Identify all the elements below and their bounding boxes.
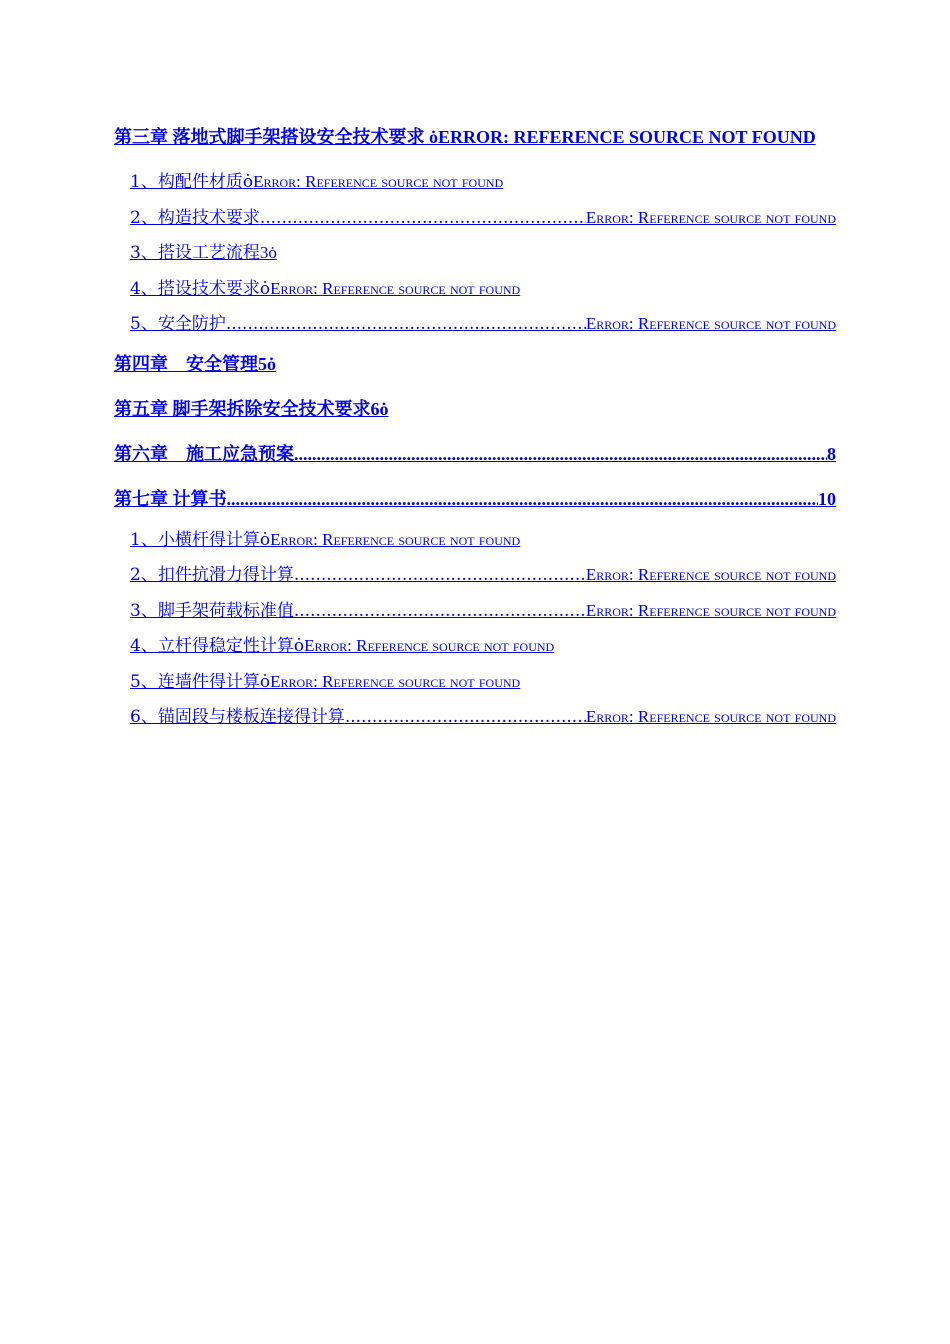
toc-leader [294,594,586,629]
toc-section-label: 6、锚固段与楼板连接得计算 [130,707,345,727]
toc-section-3-5[interactable] [130,306,836,342]
toc-section-page: Error: Reference source not found [304,636,555,655]
toc-section-page: Error: Reference source not found [585,565,836,584]
toc-section-3-1[interactable] [130,164,836,200]
toc-section-3-2[interactable] [130,200,836,236]
toc-section-3-3[interactable] [130,235,836,271]
toc-chapter-7-title: 第七章 计算书 [114,488,227,509]
toc-section-label: 2、扣件抗滑力得计算 [130,565,294,585]
toc-section-sep: ȯ [259,529,271,550]
toc-section-page: Error: Reference source not found [270,529,521,549]
toc-section-3-4[interactable] [130,271,836,307]
toc-section-page: Error: Reference source not found [585,707,836,726]
toc-section-page: Error: Reference source not found [585,600,836,620]
toc-section-label: 4、搭设技术要求 [130,278,260,299]
toc-leader [226,307,586,342]
toc-section-7-4[interactable] [130,628,836,664]
toc-chapter-3-title: 第三章 落地式脚手架搭设安全技术要求 [114,127,425,147]
toc-section-page: Error: Reference source not found [585,207,836,227]
toc-section-7-5[interactable] [130,664,836,700]
toc-chapter-6[interactable] [114,432,836,477]
toc-chapter-4[interactable] [114,342,836,387]
toc-section-label: 5、连墙件得计算 [130,671,260,692]
toc-section-7-2[interactable] [130,557,836,593]
toc-section-7-1[interactable] [130,522,836,558]
toc-section-sep: ȯ [293,636,305,656]
toc-section-page: Error: Reference source not found [270,671,521,691]
toc-section-label: 4、立杆得稳定性计算 [130,636,294,656]
toc-section-sep: ȯ [242,172,254,192]
toc-leader [294,558,586,593]
toc-section-label: 5、安全防护 [130,314,226,334]
toc-chapter-7[interactable] [114,477,836,522]
toc-section-label: 1、构配件材质 [130,172,243,192]
toc-section-page: Error: Reference source not found [585,314,836,333]
toc-section-7-6[interactable] [130,699,836,735]
toc-section-7-3[interactable] [130,593,836,629]
toc-section-page: Error: Reference source not found [253,172,504,191]
toc-leader [294,432,827,477]
toc-leader [260,201,586,236]
toc-leader [227,477,819,522]
toc-chapter-3-page: ERROR: REFERENCE SOURCE NOT FOUND [438,127,816,147]
toc-chapter-3-sep: ȯ [429,127,438,147]
toc-section-label: 3、搭设工艺流程 [130,243,260,263]
toc-section-label: 2、构造技术要求 [130,207,260,228]
toc-chapter-4-page: 5ȯ [258,353,276,374]
toc-section-sep: 3ȯ [259,243,277,262]
toc-chapter-7-page: 10 [818,488,836,509]
table-of-contents [114,118,836,735]
toc-section-sep: ȯ [259,671,271,692]
toc-chapter-3[interactable] [114,118,836,156]
toc-section-page: Error: Reference source not found [270,278,521,298]
toc-chapter-5-title: 第五章 脚手架拆除安全技术要求 [114,398,371,419]
toc-leader [345,700,586,735]
toc-chapter-5[interactable] [114,387,836,432]
toc-section-sep: ȯ [259,278,271,299]
toc-chapter-5-page: 6ȯ [370,398,389,419]
toc-chapter-4-title: 第四章 安全管理 [114,353,258,374]
toc-section-label: 1、小横杆得计算 [130,529,260,550]
toc-section-label: 3、脚手架荷载标准值 [130,600,294,621]
toc-chapter-6-page: 8 [827,443,836,464]
toc-chapter-6-title: 第六章 施工应急预案 [114,443,294,464]
